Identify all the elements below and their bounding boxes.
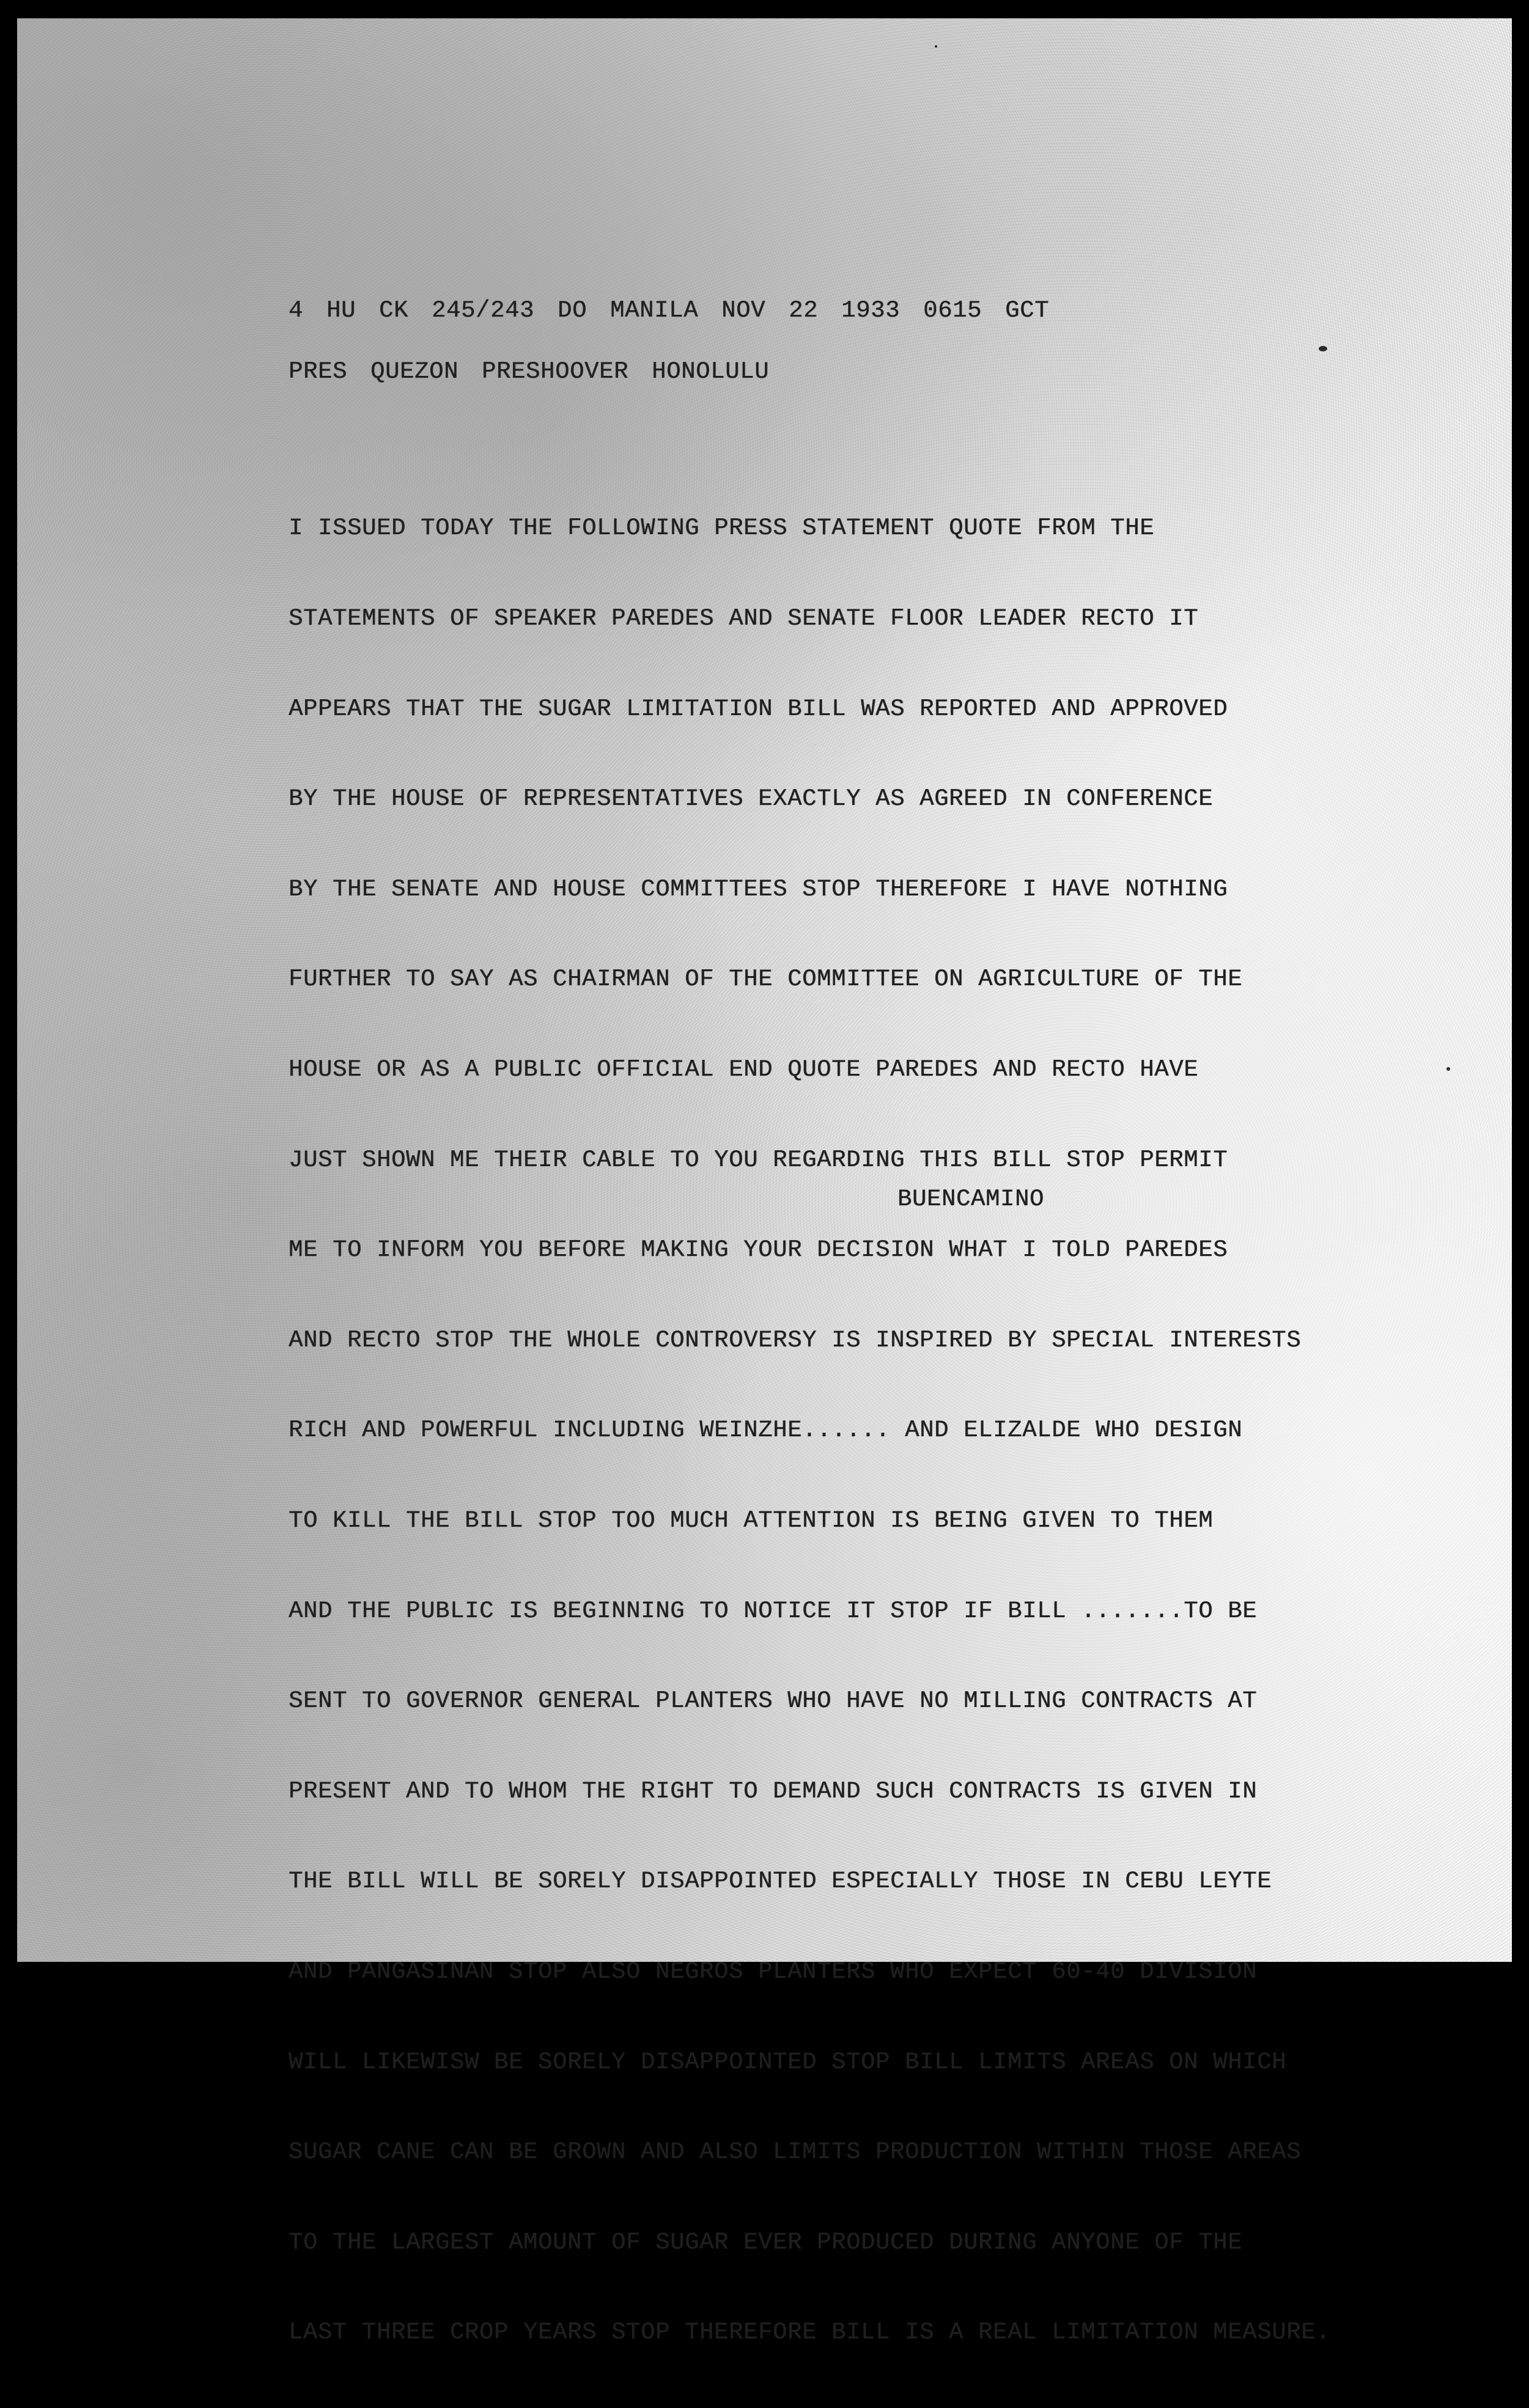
body-line: WILL LIKEWISW BE SORELY DISAPPOINTED STOP BILL LIMITS AREAS ON WHICH [289, 2048, 1287, 2076]
body-line: SENT TO GOVERNOR GENERAL PLANTERS WHO HAVE NO MILLING CONTRACTS AT [289, 1687, 1258, 1715]
body-line: STATEMENTS OF SPEAKER PAREDES AND SENATE FLOOR LEADER RECTO IT [289, 605, 1199, 632]
body-line: FURTHER TO SAY AS CHAIRMAN OF THE COMMITTEE ON AGRICULTURE OF THE [289, 966, 1243, 993]
body-line: PRESENT AND TO WHOM THE RIGHT TO DEMAND SUCH CONTRACTS IS GIVEN IN [289, 1777, 1258, 1805]
body-line: LAST THREE CROP YEARS STOP THEREFORE BILL IS A REAL LIMITATION MEASURE. [289, 2319, 1331, 2346]
body-line: RICH AND POWERFUL INCLUDING WEINZHE...... AND ELIZALDE WHO DESIGN [289, 1417, 1243, 1444]
body-line: TO KILL THE BILL STOP TOO MUCH ATTENTION IS BEING GIVEN TO THEM [289, 1507, 1214, 1534]
body-line: JUST SHOWN ME THEIR CABLE TO YOU REGARDING THIS BILL STOP PERMIT [289, 1146, 1228, 1173]
body-line: SUGAR CANE CAN BE GROWN AND ALSO LIMITS PRODUCTION WITHIN THOSE AREAS [289, 2138, 1302, 2166]
body-line: AND RECTO STOP THE WHOLE CONTROVERSY IS INSPIRED BY SPECIAL INTERESTS [289, 1326, 1302, 1354]
cable-header: 4 HU CK 245/243 DO MANILA NOV 22 1933 0615 GCT [289, 297, 1050, 324]
body-line: APPEARS THAT THE SUGAR LIMITATION BILL WAS REPORTED AND APPROVED [289, 695, 1228, 722]
body-line: AND PANGASINAN STOP ALSO NEGROS PLANTERS WHO EXPECT 60-40 DIVISION [289, 1958, 1258, 1985]
body-line: AND THE PUBLIC IS BEGINNING TO NOTICE IT STOP IF BILL .......TO BE [289, 1597, 1258, 1624]
cable-body [289, 453, 1330, 2408]
body-line: THE BILL WILL BE SORELY DISAPPOINTED ESPECIALLY THOSE IN CEBU LEYTE [289, 1868, 1272, 1895]
ink-speck [935, 45, 937, 48]
document-page [17, 18, 1512, 2346]
ink-speck [1446, 1067, 1450, 1071]
cable-address: PRES QUEZON PRESHOOVER HONOLULU [289, 358, 770, 385]
body-line: ME TO INFORM YOU BEFORE MAKING YOUR DECISION WHAT I TOLD PAREDES [289, 1236, 1228, 1264]
signature: BUENCAMINO [897, 1186, 1045, 1213]
body-line: BY THE HOUSE OF REPRESENTATIVES EXACTLY AS AGREED IN CONFERENCE [289, 785, 1214, 813]
body-line: I ISSUED TODAY THE FOLLOWING PRESS STATEMENT QUOTE FROM THE [289, 515, 1155, 542]
ink-speck [1319, 346, 1327, 351]
body-line: TO THE LARGEST AMOUNT OF SUGAR EVER PRODUCED DURING ANYONE OF THE [289, 2228, 1243, 2256]
body-line: BY THE SENATE AND HOUSE COMMITTEES STOP THEREFORE I HAVE NOTHING [289, 875, 1228, 903]
body-line: HOUSE OR AS A PUBLIC OFFICIAL END QUOTE PAREDES AND RECTO HAVE [289, 1055, 1199, 1083]
